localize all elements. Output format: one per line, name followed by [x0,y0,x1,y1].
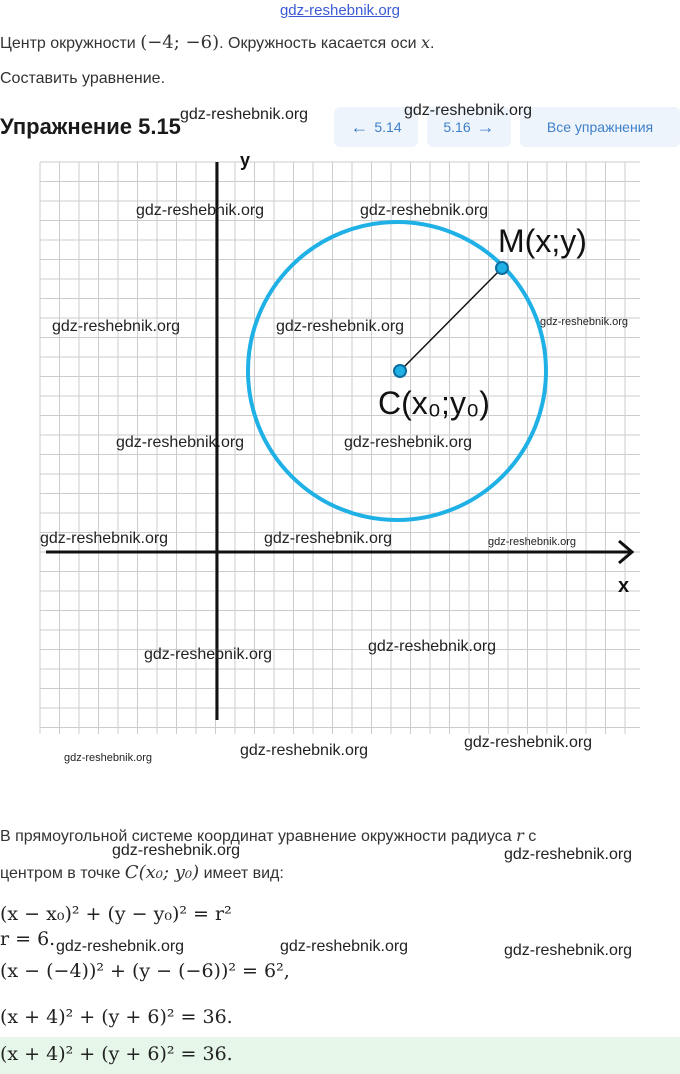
watermark: gdz-reshebnik.org [488,536,577,548]
prev-exercise-label: 5.14 [374,119,402,135]
label-point-M: M(x;y) [498,223,587,259]
task-center-coords: (−4; −6) [140,32,220,53]
site-watermark-link[interactable]: gdz-reshebnik.org [279,2,401,19]
watermark: gdz-reshebnik.org [240,742,369,759]
watermark: gdz-reshebnik.org [504,846,633,863]
solution-text-line1 [0,826,536,846]
radius-line [400,268,502,371]
task-instruction: Составить уравнение. [0,70,166,87]
watermark: gdz-reshebnik.org [116,434,245,451]
all-exercises-label: Все упражнения [546,119,654,135]
solution-text: с [528,828,537,845]
watermark: gdz-reshebnik.org [504,942,633,959]
radius-value: r = 6. [0,928,56,950]
watermark: gdz-reshebnik.org [360,202,489,219]
watermark: gdz-reshebnik.org [52,318,181,335]
task-text-end: . [429,35,435,52]
watermark: gdz-reshebnik.org [464,734,593,751]
radius-variable: r [516,826,524,845]
solution-text-line2 [0,862,284,883]
y-axis-label: y [240,150,251,170]
watermark: gdz-reshebnik.org [144,646,273,663]
solution-text: центром в точке [0,865,121,882]
arrow-left-icon: ← [350,117,369,137]
watermark: gdz-reshebnik.org [344,434,473,451]
task-text-middle: . Окружность касается оси [219,35,417,52]
watermark: gdz-reshebnik.org [540,316,629,328]
equation-substituted: (x − (−4))² + (y − (−6))² = 6², [0,960,290,982]
equation-simplified: (x + 4)² + (y + 6)² = 36. [0,1006,233,1028]
task-text-prefix: Центр окружности [0,35,136,52]
next-exercise-label: 5.16 [443,119,471,135]
watermark: gdz-reshebnik.org [276,318,405,335]
answer-equation: (x + 4)² + (y + 6)² = 36. [0,1043,233,1065]
center-notation: C(x₀; y₀) [124,862,200,883]
center-point [394,365,406,377]
watermark: gdz-reshebnik.org [264,530,393,547]
equation-general: (x − x₀)² + (y − y₀)² = r² [0,903,232,925]
watermark: gdz-reshebnik.org [368,638,497,655]
watermark: gdz-reshebnik.org [64,752,153,764]
watermark: gdz-reshebnik.org [180,106,309,123]
label-point-C: C(x₀;y₀) [378,385,490,421]
watermark: gdz-reshebnik.org [280,938,409,955]
x-axis-label: x [618,575,630,597]
task-axis-variable: x [420,33,430,52]
solution-text: имеет вид: [203,865,284,882]
watermark: gdz-reshebnik.org [56,938,185,955]
task-statement [0,32,434,53]
watermark: gdz-reshebnik.org [404,102,533,119]
watermark: gdz-reshebnik.org [112,842,241,859]
solution-text: В прямоугольной системе координат уравнение окружности радиуса [0,828,512,845]
point-M [496,262,508,274]
exercise-title: Упражнение 5.15 [0,114,181,139]
watermark: gdz-reshebnik.org [136,202,265,219]
watermark: gdz-reshebnik.org [40,530,169,547]
arrow-right-icon: → [476,117,495,137]
all-exercises-button[interactable] [520,107,680,147]
